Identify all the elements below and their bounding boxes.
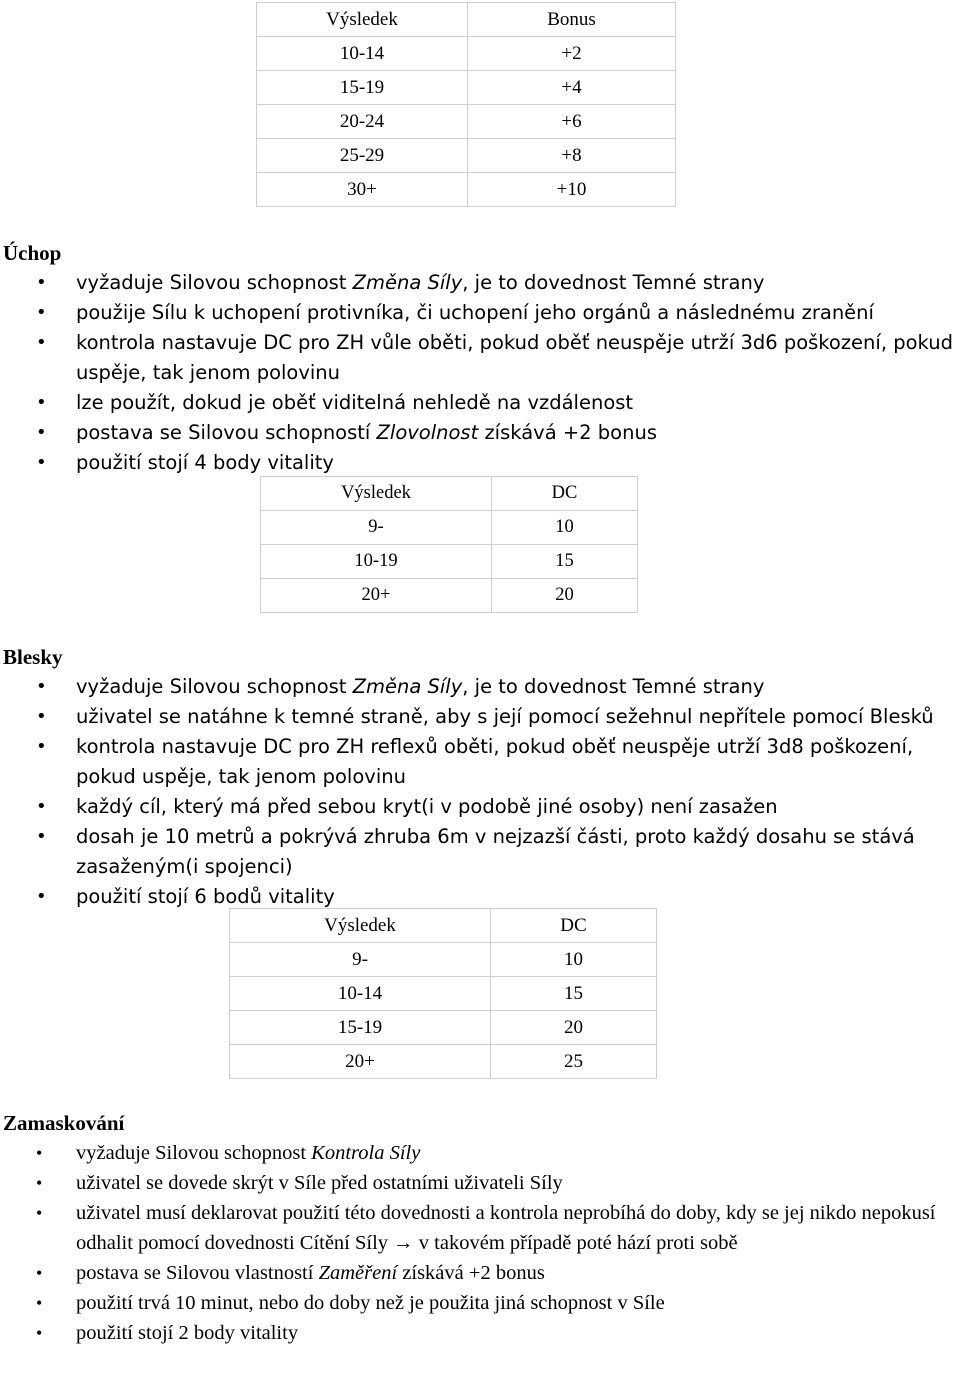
list-item-text: použití trvá 10 minut, nebo do doby než je použita jiná schopnost v Síle xyxy=(76,1292,665,1314)
table-cell: +10 xyxy=(468,173,676,207)
table-header-cell: Bonus xyxy=(468,3,676,37)
list-item xyxy=(0,822,960,882)
list-item-text: postava se Silovou vlastností xyxy=(76,1262,319,1284)
table-cell: 10-14 xyxy=(257,37,468,71)
bullet-icon: • xyxy=(36,886,47,907)
section-heading: Úchop xyxy=(3,241,62,265)
list-item-text: vyžaduje Silovou schopnost xyxy=(76,675,353,698)
table-cell: 20-24 xyxy=(257,105,468,139)
bullet-icon: • xyxy=(36,1323,43,1343)
table-cell: +8 xyxy=(468,139,676,173)
table-row xyxy=(230,977,657,1011)
list-item xyxy=(0,1198,960,1258)
bullet-icon: • xyxy=(36,706,47,727)
list-item-text: uživatel musí deklarovat použití této dovednosti a kontrola neprobíhá do doby, kdy se jej nikdo nepokusí odhalit pomocí dovednosti Cítění Síly → v takovém případě poté hází proti sobě xyxy=(76,1202,936,1254)
bullet-list xyxy=(0,1138,960,1348)
table-cell: 20 xyxy=(491,1011,657,1045)
list-item xyxy=(0,448,960,478)
list-item-text: vyžaduje Silovou schopnost xyxy=(76,1142,312,1164)
bullet-icon: • xyxy=(36,272,47,293)
table-header-row xyxy=(257,3,676,37)
list-item xyxy=(0,1258,960,1288)
table-cell: 9- xyxy=(261,511,492,545)
table-cell: 20+ xyxy=(230,1045,491,1079)
list-item xyxy=(0,702,960,732)
list-item xyxy=(0,672,960,702)
bullet-icon: • xyxy=(36,1263,43,1283)
list-item-italic-term: Zaměření xyxy=(318,1262,398,1284)
bullet-list xyxy=(0,672,960,912)
table-cell: 10-19 xyxy=(261,545,492,579)
list-item-text-tail: získává +2 bonus xyxy=(478,421,657,444)
bullet-icon: • xyxy=(36,826,47,847)
list-item-text-tail: získává +2 bonus xyxy=(397,1262,545,1284)
section-zamaskovani xyxy=(0,1108,960,1348)
list-item-text: postava se Silovou schopností xyxy=(76,421,377,444)
table-header-cell: DC xyxy=(491,909,657,943)
list-item xyxy=(0,298,960,328)
section-uchop xyxy=(0,238,960,478)
bullet-icon: • xyxy=(36,796,47,817)
table-cell: 15 xyxy=(491,977,657,1011)
list-item-text: použití stojí 4 body vitality xyxy=(76,451,334,474)
table-row xyxy=(261,545,638,579)
table-cell: 20 xyxy=(492,579,638,613)
bullet-icon: • xyxy=(36,392,47,413)
list-item xyxy=(0,1138,960,1168)
list-item xyxy=(0,1318,960,1348)
table-row xyxy=(230,943,657,977)
table-cell: 15 xyxy=(492,545,638,579)
list-item-italic-term: Změna Síly xyxy=(352,271,463,294)
table-cell: 10 xyxy=(492,511,638,545)
bullet-list xyxy=(0,268,960,478)
section-heading: Blesky xyxy=(3,645,63,669)
table-row xyxy=(257,139,676,173)
table-row xyxy=(257,71,676,105)
list-item-text: použití stojí 6 bodů vitality xyxy=(76,885,335,908)
bonus-table xyxy=(256,2,676,207)
table-cell: 20+ xyxy=(261,579,492,613)
list-item-text: použije Sílu k uchopení protivníka, či uchopení jeho orgánů a následnému zranění xyxy=(76,301,874,324)
table-cell: 15-19 xyxy=(257,71,468,105)
table-header-cell: Výsledek xyxy=(261,477,492,511)
list-item xyxy=(0,1168,960,1198)
bullet-icon: • xyxy=(36,736,47,757)
table-cell: +4 xyxy=(468,71,676,105)
list-item xyxy=(0,268,960,298)
list-item-text: každý cíl, který má před sebou kryt(i v podobě jiné osoby) není zasažen xyxy=(76,795,778,818)
table-row xyxy=(230,1011,657,1045)
table-row xyxy=(257,105,676,139)
list-item-text: použití stojí 2 body vitality xyxy=(76,1322,299,1344)
list-item xyxy=(0,732,960,792)
list-item-text: uživatel se dovede skrýt v Síle před ostatními uživateli Síly xyxy=(76,1172,563,1194)
table-cell: 25-29 xyxy=(257,139,468,173)
bullet-icon: • xyxy=(36,332,47,353)
list-item xyxy=(0,388,960,418)
table-header-row xyxy=(230,909,657,943)
table-cell: 10 xyxy=(491,943,657,977)
dc-table-blesky xyxy=(229,908,657,1079)
list-item xyxy=(0,1288,960,1318)
table-header-cell: DC xyxy=(492,477,638,511)
table-header-row xyxy=(261,477,638,511)
bullet-icon: • xyxy=(36,1203,43,1223)
table-cell: +6 xyxy=(468,105,676,139)
table-cell: 15-19 xyxy=(230,1011,491,1045)
section-blesky xyxy=(0,642,960,912)
list-item-text: uživatel se natáhne k temné straně, aby s její pomocí sežehnul nepřítele pomocí Blesků xyxy=(76,705,934,728)
table-header-cell: Výsledek xyxy=(257,3,468,37)
bullet-icon: • xyxy=(36,302,47,323)
table-row xyxy=(257,173,676,207)
table-cell: 10-14 xyxy=(230,977,491,1011)
table-row xyxy=(230,1045,657,1079)
list-item-text: kontrola nastavuje DC pro ZH reflexů oběti, pokud oběť neuspěje utrží 3d8 poškození, pokud uspěje, tak jenom polovinu xyxy=(76,735,914,788)
table-cell: 30+ xyxy=(257,173,468,207)
section-heading: Zamaskování xyxy=(3,1111,125,1135)
list-item-text: vyžaduje Silovou schopnost xyxy=(76,271,353,294)
bullet-icon: • xyxy=(36,1143,43,1163)
table-row xyxy=(261,579,638,613)
list-item-text: lze použít, dokud je oběť viditelná nehledě na vzdálenost xyxy=(76,391,634,414)
table-row xyxy=(257,37,676,71)
list-item xyxy=(0,418,960,448)
list-item-text: dosah je 10 metrů a pokrývá zhruba 6m v nejzazší části, proto každý dosahu se stává zasaženým(i spojenci) xyxy=(76,825,915,878)
bullet-icon: • xyxy=(36,1293,43,1313)
bullet-icon: • xyxy=(36,452,47,473)
list-item-text: kontrola nastavuje DC pro ZH vůle oběti, pokud oběť neuspěje utrží 3d6 poškození, pokud uspěje, tak jenom polovinu xyxy=(76,331,953,384)
list-item-italic-term: Kontrola Síly xyxy=(311,1142,421,1164)
table-header-cell: Výsledek xyxy=(230,909,491,943)
list-item-italic-term: Změna Síly xyxy=(352,675,463,698)
table-cell: +2 xyxy=(468,37,676,71)
table-row xyxy=(261,511,638,545)
list-item-text-tail: , je to dovednost Temné strany xyxy=(462,675,765,698)
bullet-icon: • xyxy=(36,422,47,443)
list-item-italic-term: Zlovolnost xyxy=(376,421,479,444)
table-cell: 9- xyxy=(230,943,491,977)
list-item xyxy=(0,328,960,388)
list-item-text-tail: , je to dovednost Temné strany xyxy=(462,271,765,294)
list-item xyxy=(0,792,960,822)
bullet-icon: • xyxy=(36,676,47,697)
bullet-icon: • xyxy=(36,1173,43,1193)
dc-table-uchop xyxy=(260,476,638,613)
table-cell: 25 xyxy=(491,1045,657,1079)
